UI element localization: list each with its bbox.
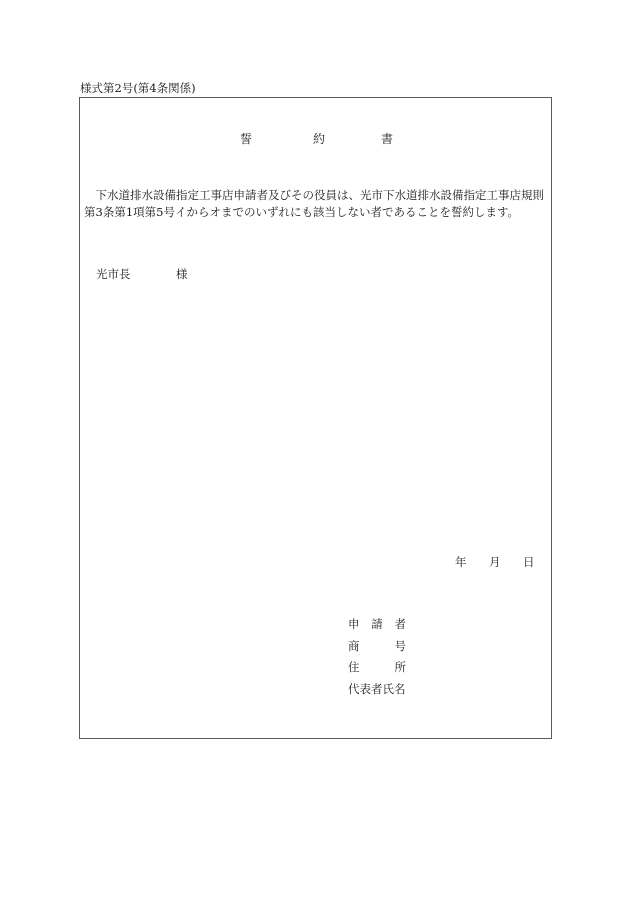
representative-name-label-text: 代表者氏名 xyxy=(348,682,406,696)
trade-name-label-char: 商 xyxy=(348,639,360,653)
trade-name-label xyxy=(348,638,406,654)
applicant-label-char: 申 xyxy=(348,617,360,631)
date-day-label: 日 xyxy=(523,555,535,569)
address-label-char: 住 xyxy=(348,660,360,674)
title-char-2: 約 xyxy=(313,132,326,146)
title-char-3: 書 xyxy=(381,132,394,146)
applicant-label-char: 者 xyxy=(394,617,406,631)
date-month-label: 月 xyxy=(489,555,501,569)
date-year-label: 年 xyxy=(455,555,467,569)
address-label xyxy=(348,659,406,675)
applicant-label xyxy=(348,616,406,632)
representative-name-label xyxy=(348,681,406,697)
form-number: 様式第2号(第4条関係) xyxy=(80,81,196,95)
addressee-name: 光市長 xyxy=(96,267,131,281)
pledge-body-text: 下水道排水設備指定工事店申請者及びその役員は、光市下水道排水設備指定工事店規則 第3条第1項第5号イからオまでのいずれにも該当しない者であることを誓約します。 xyxy=(84,188,544,219)
trade-name-label-char: 号 xyxy=(394,639,406,653)
addressee-honorific: 様 xyxy=(176,267,188,281)
title-char-1: 誓 xyxy=(240,132,253,146)
address-label-char: 所 xyxy=(394,660,406,674)
applicant-label-char: 請 xyxy=(371,617,383,631)
